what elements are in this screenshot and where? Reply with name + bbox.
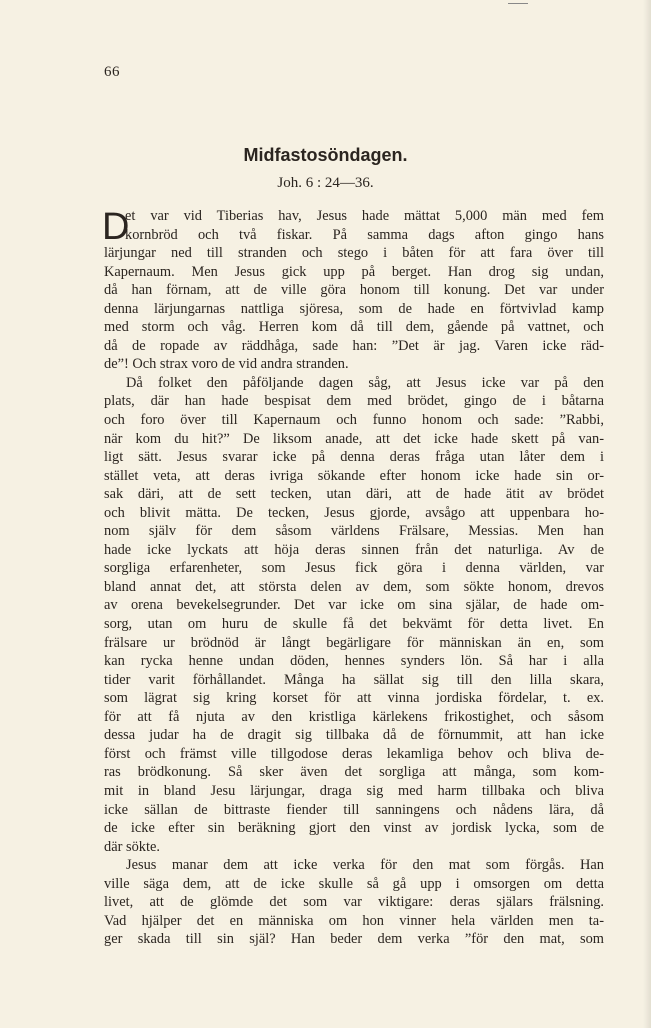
- text-line: och foro över till Kapernaum och funno honom och sade: ”Rabbi,: [104, 412, 604, 429]
- text-line: stället veta, att deras ivriga sökande efter honom icke hade sin or-: [104, 467, 604, 484]
- chapter-title: Midfastosöndagen.: [243, 145, 408, 165]
- text-line: frälsare ur brödnöd är långt begärligare för människan än en, som: [104, 634, 604, 651]
- text-line: för att få njuta av den kristliga kärlekens frikostighet, och såsom: [104, 708, 604, 725]
- text-line: ligt sätt. Jesus svarar icke på denna deras fråga utan låter dem i: [104, 449, 604, 466]
- text-line: när kom du hit?” De liksom anade, att det icke hade skett på van-: [104, 430, 604, 447]
- text-line: Vad hjälper det en människa om hon vinner hela världen men ta-: [104, 912, 604, 929]
- text-line: et var vid Tiberias hav, Jesus hade mättat 5,000 män med fem: [125, 208, 604, 224]
- text-line: kornbröd och två fiskar. På samma dags afton gingo hans: [125, 226, 604, 243]
- text-line: ville säga dem, att de icke skulle så gå upp i omsorgen om detta: [104, 875, 604, 892]
- text-line: Då folket den påföljande dagen såg, att Jesus icke var på den: [126, 374, 604, 391]
- bible-reference: Joh. 6 : 24—36.: [277, 175, 374, 191]
- text-line: med storm och våg. Herren kom då till dem, gående på vattnet, och: [104, 319, 604, 336]
- text-line: de”! Och strax voro de vid andra stranden.: [104, 356, 349, 373]
- page-number: 66: [104, 64, 120, 80]
- text-line: icke sällan de bittraste fiender till sanningens och nådens lära, då: [104, 801, 604, 818]
- text-line: där sökte.: [104, 838, 160, 855]
- text-line: då han förnam, att de ville göra honom till konung. Det var under: [104, 282, 604, 299]
- text-line: av orena bevekelsegrunder. Det var icke om sina själar, de hade om-: [104, 597, 604, 614]
- drop-cap: D: [102, 206, 130, 248]
- text-line: och blivit mätta. De tecken, Jesus gjorde, avsågo att uppenbara ho-: [104, 504, 604, 521]
- text-line: sorgliga erfarenheter, som Jesus fick göra i denna världen, var: [104, 560, 604, 577]
- text-line: Jesus manar dem att icke verka för den mat som förgås. Han: [126, 857, 604, 874]
- text-line: sorg, utan om huru de skulle få det bekvämt för detta livet. En: [104, 616, 604, 633]
- text-line: lärjungar ned till stranden och stego i båten för att fara över till: [104, 245, 604, 262]
- text-line: dessa judar ha de dragit sig tillbaka då de förnummit, att han icke: [104, 727, 604, 744]
- scan-mark: [508, 3, 528, 4]
- body-text: [104, 207, 604, 949]
- text-line: mit in bland Jesu lärjungar, draga sig med harm tillbaka och bliva: [104, 782, 604, 799]
- text-line: hade icke lyckats att höja deras sinnen från det naturliga. Av de: [104, 541, 604, 558]
- text-line: de icke efter sin beräkning gjort den vinst av jordisk lycka, som de: [104, 820, 604, 837]
- text-line: plats, där han hade bespisat dem med brödet, gingo de i båtarna: [104, 393, 604, 410]
- text-line: denna lärjungarnas nattliga sjöresa, som de hade en förtvivlad kamp: [104, 300, 604, 317]
- text-line: sak däri, att de sett tecken, utan däri, att de hade ätit av brödet: [104, 486, 604, 503]
- text-line: nom själv för dem såsom världens Frälsare, Messias. Men han: [104, 523, 604, 540]
- text-line: kan rycka henne undan döden, hennes synders lön. Så har i alla: [104, 653, 604, 670]
- text-line: ras brödkonung. Så sker även det sorgliga att många, som kom-: [104, 764, 604, 781]
- text-line: ger skada till sin själ? Han beder dem verka ”för den mat, som: [104, 931, 604, 948]
- text-line: som lägrat sig kring korset för att vinna jordiska fördelar, t. ex.: [104, 690, 604, 707]
- text-line: först och främst ville tillgodose deras lekamliga behov och bliva de-: [104, 745, 604, 762]
- text-line: Kapernaum. Men Jesus gick upp på berget. Han drog sig undan,: [104, 263, 604, 280]
- text-line: då de ropade av räddhåga, sade han: ”Det är jag. Varen icke räd-: [104, 337, 604, 354]
- text-line: livet, att de glömde det som var viktigare: deras själars frälsning.: [104, 894, 604, 911]
- text-line: tider varit förhållandet. Många ha sällat sig till den lilla skara,: [104, 671, 604, 688]
- text-line: bland annat det, att största delen av dem, som sökte honom, drevos: [104, 578, 604, 595]
